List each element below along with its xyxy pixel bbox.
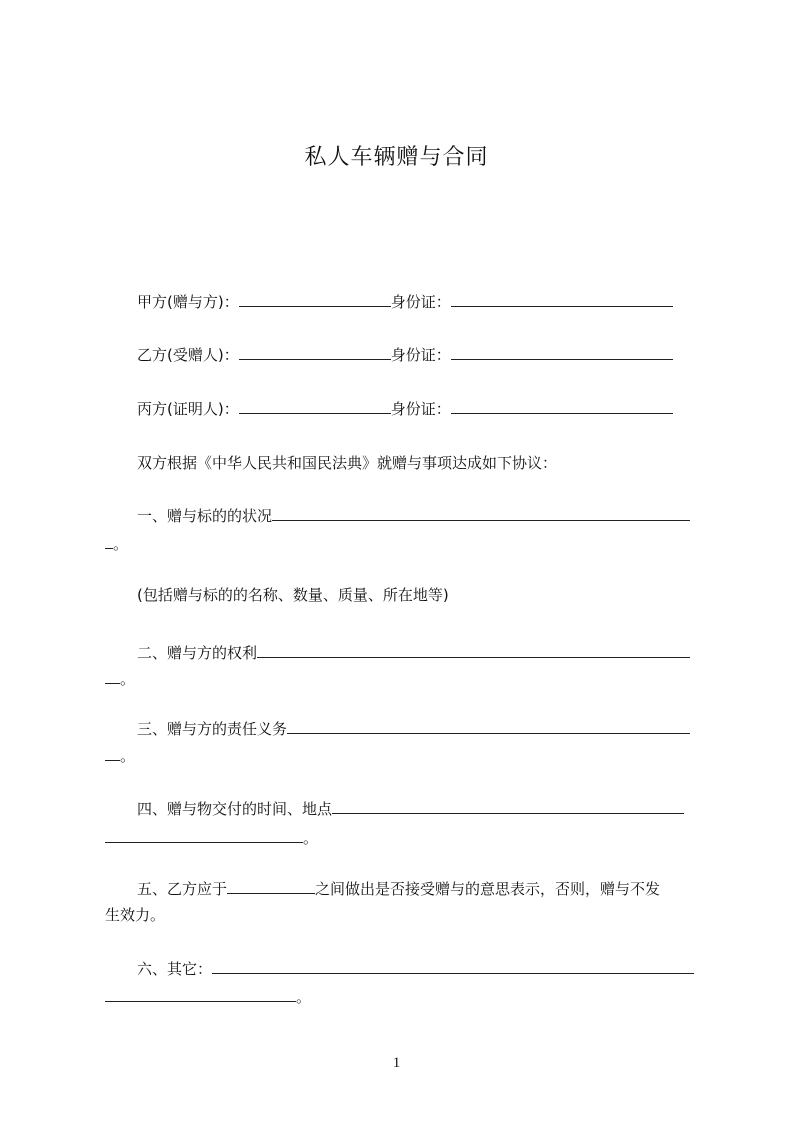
document-title: 私人车辆赠与合同 (304, 145, 489, 170)
clause-6-period: 。 (296, 988, 312, 1006)
clause-3-label: 三、赠与方的责任义务 (137, 720, 288, 738)
clause-5-label-a: 五、乙方应于 (137, 880, 228, 898)
donor-name-blank[interactable] (239, 292, 391, 307)
clause-1-blank-cont[interactable] (105, 534, 113, 549)
party-line-donee (105, 343, 734, 367)
clause-6-blank-cont[interactable] (105, 987, 296, 1002)
clause-3-blank-cont[interactable] (105, 746, 120, 761)
party-line-donor (105, 290, 734, 314)
party-label-donee: 乙方(受赠人)： (137, 346, 239, 364)
clause-3-period: 。 (120, 747, 136, 765)
clause-1-cont (105, 532, 702, 556)
witness-name-blank[interactable] (239, 399, 391, 414)
clause-4-period: 。 (303, 829, 319, 847)
clause-2-label: 二、赠与方的权利 (137, 644, 258, 662)
witness-id-blank[interactable] (451, 399, 673, 414)
clause-5-cont: 生效力。 (105, 906, 166, 924)
clause-2-period: 。 (120, 670, 136, 688)
clause-2-line (105, 641, 734, 665)
clause-4-blank-cont[interactable] (105, 828, 303, 843)
clause-6-cont (105, 985, 702, 1009)
clause-4-label: 四、赠与物交付的时间、地点 (137, 800, 333, 818)
clause-3-cont (105, 744, 702, 768)
page-number: 1 (392, 1055, 401, 1071)
clause-2-cont (105, 667, 702, 691)
preamble: 双方根据《中华人民共和国民法典》就赠与事项达成如下协议： (137, 454, 558, 472)
donor-id-blank[interactable] (451, 292, 673, 307)
clause-2-blank[interactable] (257, 643, 690, 658)
id-label-witness: 身份证： (390, 400, 451, 418)
clause-3-line (105, 717, 734, 741)
clause-4-blank[interactable] (332, 799, 684, 814)
clause-1-note: (包括赠与标的的名称、数量、质量、所在地等) (137, 586, 449, 604)
clause-1-line (105, 504, 734, 528)
clause-5-line (105, 877, 734, 901)
clause-1-period: 。 (113, 535, 129, 553)
clause-3-blank[interactable] (287, 719, 690, 734)
party-label-donor: 甲方(赠与方)： (137, 293, 239, 311)
clause-4-line (105, 797, 734, 821)
party-line-witness (105, 397, 734, 421)
id-label-donee: 身份证： (390, 346, 451, 364)
clause-2-blank-cont[interactable] (105, 669, 120, 684)
clause-6-label: 六、其它： (137, 960, 213, 978)
donee-name-blank[interactable] (239, 345, 391, 360)
clause-4-cont (105, 826, 702, 850)
clause-1-blank[interactable] (272, 506, 690, 521)
clause-5-period-blank[interactable] (227, 879, 315, 894)
clause-1-label: 一、赠与标的的状况 (137, 507, 273, 525)
party-label-witness: 丙方(证明人)： (137, 400, 239, 418)
clause-6-blank[interactable] (212, 959, 694, 974)
donee-id-blank[interactable] (451, 345, 673, 360)
clause-5-label-b: 之间做出是否接受赠与的意思表示，否则，赠与不发 (315, 880, 661, 898)
clause-6-line (105, 957, 734, 981)
id-label-donor: 身份证： (390, 293, 451, 311)
